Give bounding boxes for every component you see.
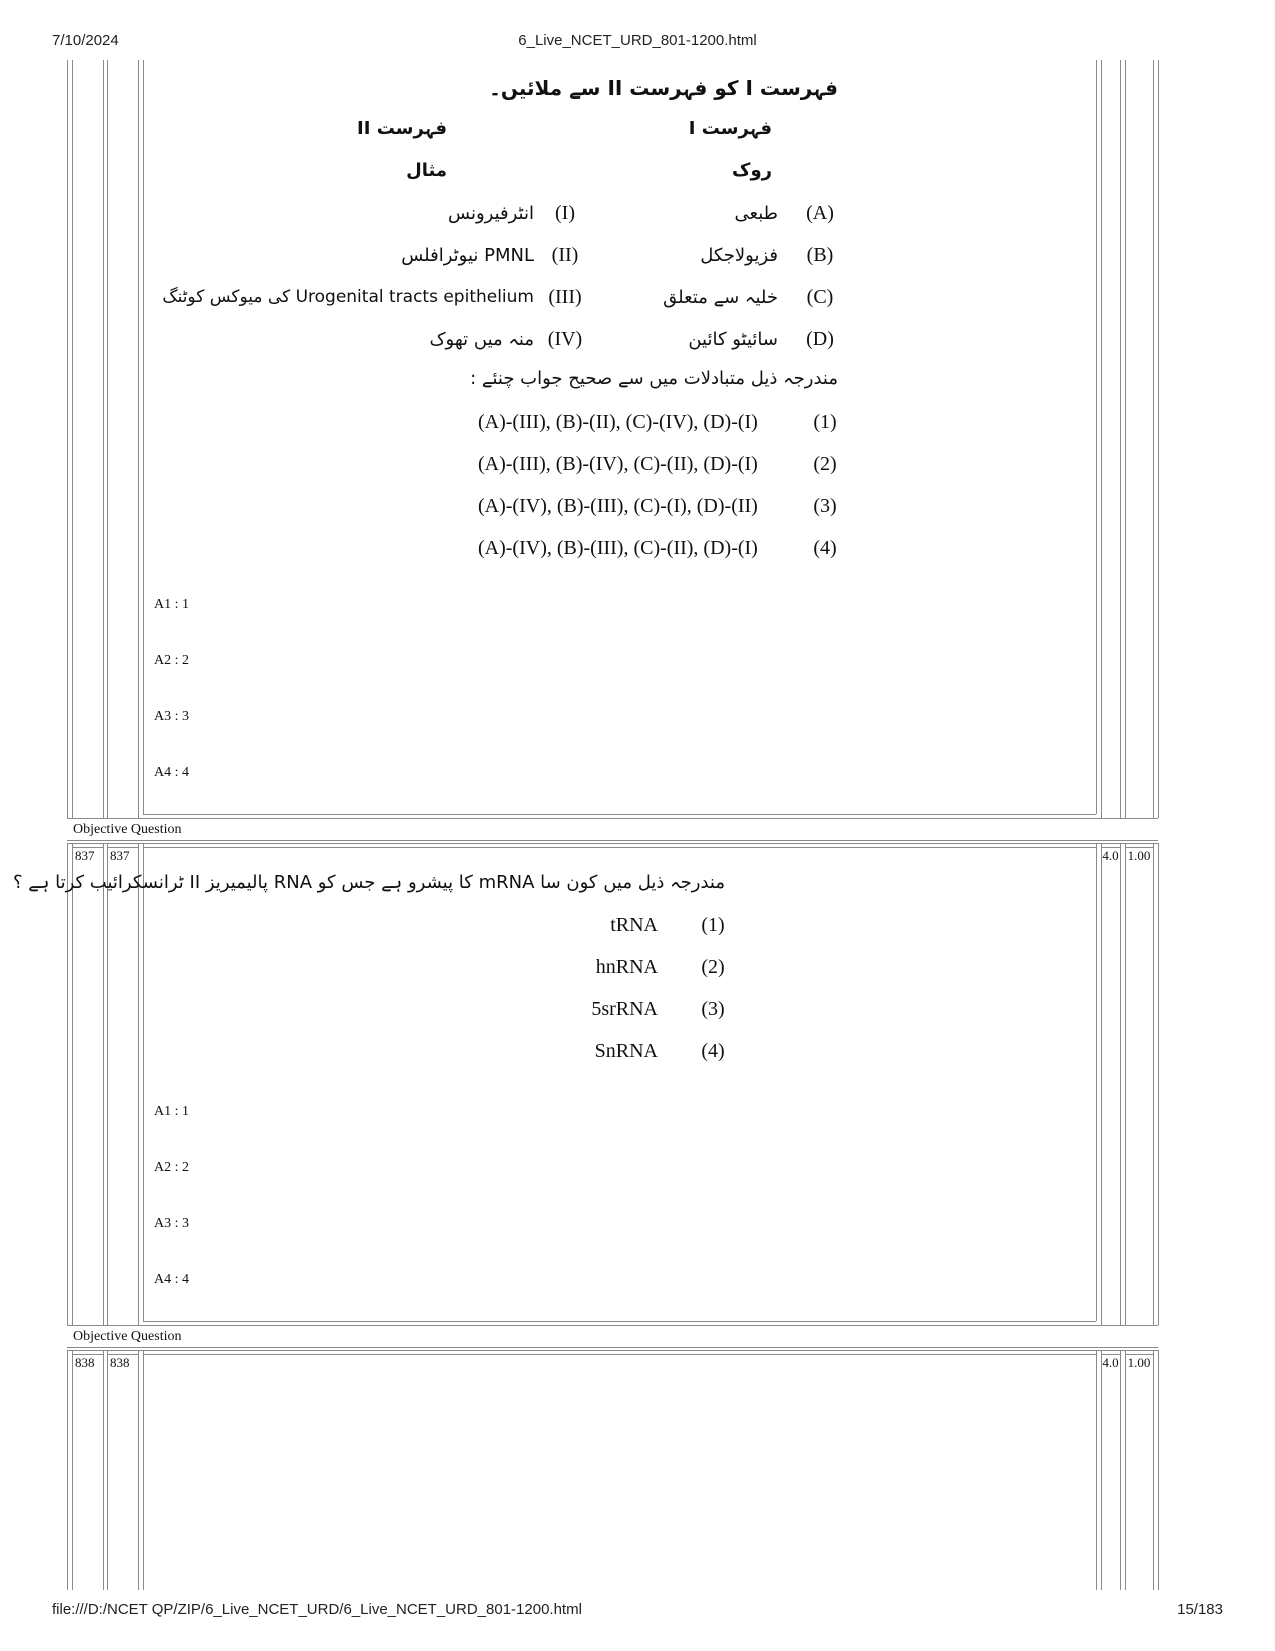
list2-title: فہرست II: [357, 118, 447, 139]
grid-line: [1120, 1350, 1121, 1590]
grid-line: [67, 818, 1158, 819]
list2-item: منہ میں تھوک: [429, 329, 534, 350]
option-text: tRNA: [610, 914, 658, 936]
negative-marks: 1.00: [1127, 1355, 1151, 1370]
grid-line: [1101, 1350, 1102, 1590]
marks: 4.0: [1102, 848, 1119, 863]
grid-line: [143, 60, 144, 814]
grid-line: [1101, 843, 1102, 1325]
grid-line: [1120, 60, 1121, 818]
grid-line: [1125, 60, 1126, 818]
grid-line: [107, 843, 108, 1325]
question-id: 837: [110, 848, 130, 863]
answer-id: A3 : 3: [154, 709, 189, 724]
option-number: (1): [813, 411, 837, 433]
option-number: (1): [701, 914, 725, 936]
option-number: (4): [701, 1040, 725, 1062]
grid-line: [72, 60, 73, 818]
list1-item: فزیولاجکل: [700, 245, 778, 266]
grid-line: [103, 1350, 104, 1590]
option-text: (A)-(III), (B)-(II), (C)-(IV), (D)-(I): [478, 411, 758, 433]
grid-line: [67, 1325, 1158, 1326]
grid-line: [138, 60, 139, 818]
list1-label: (A): [806, 202, 834, 224]
grid-line: [1153, 60, 1154, 818]
negative-marks: 1.00: [1127, 848, 1151, 863]
question-text: مندرجہ ذیل میں کون سا mRNA کا پیشرو ہے جس کو RNA پالیمیریز II ٹرانسکرائیب کرتا ہے ؟: [13, 872, 725, 893]
grid-line: [1125, 1350, 1126, 1590]
list2-item: انٹرفیرونس: [448, 203, 534, 224]
list2-item: Urogenital tracts epithelium کی میوکس کوٹنگ: [162, 287, 534, 307]
option-number: (3): [813, 495, 837, 517]
grid-line: [143, 1354, 1096, 1355]
grid-line: [1153, 1350, 1154, 1590]
grid-line: [103, 60, 104, 818]
option-text: (A)-(IV), (B)-(III), (C)-(I), (D)-(II): [478, 495, 758, 517]
answer-id: A2 : 2: [154, 1160, 189, 1175]
grid-line: [143, 847, 1096, 848]
grid-line: [1125, 843, 1126, 1325]
option-text: 5srRNA: [591, 998, 658, 1020]
marks: 4.0: [1102, 1355, 1119, 1370]
grid-line: [143, 814, 1096, 815]
list2-subtitle: مثال: [406, 160, 447, 181]
list1-label: (D): [806, 328, 834, 350]
list1-item: طبعی: [734, 203, 778, 224]
answer-id: A4 : 4: [154, 765, 189, 780]
list1-label: (B): [806, 244, 834, 266]
option-text: (A)-(III), (B)-(IV), (C)-(II), (D)-(I): [478, 453, 758, 475]
grid-line: [67, 1350, 1158, 1351]
serial-number: 838: [75, 1355, 95, 1370]
grid-line: [72, 1350, 73, 1590]
choose-instruction: مندرجہ ذیل متبادلات میں سے صحیح جواب چنئے :: [470, 368, 838, 389]
option-text: hnRNA: [595, 956, 658, 978]
grid-line: [1101, 60, 1102, 818]
grid-line: [1096, 843, 1097, 1321]
grid-line: [1158, 1350, 1159, 1590]
option-number: (2): [813, 453, 837, 475]
grid-line: [143, 1321, 1096, 1322]
answer-id: A2 : 2: [154, 653, 189, 668]
answer-id: A4 : 4: [154, 1272, 189, 1287]
grid-line: [103, 843, 104, 1325]
list2-label: (III): [548, 286, 582, 308]
grid-line: [138, 843, 139, 1325]
list2-item: PMNL نیوٹرافلس: [401, 245, 534, 266]
grid-line: [72, 843, 73, 1325]
answer-id: A1 : 1: [154, 1104, 189, 1119]
list1-title: فہرست I: [688, 118, 772, 139]
answer-id: A3 : 3: [154, 1216, 189, 1231]
grid-line: [143, 1350, 144, 1590]
question-id: 838: [110, 1355, 130, 1370]
grid-line: [138, 1350, 139, 1590]
list2-label: (I): [555, 202, 575, 224]
grid-line: [67, 843, 1158, 844]
grid-line: [143, 843, 144, 1321]
list2-label: (IV): [547, 328, 583, 350]
grid-line: [1120, 843, 1121, 1325]
grid-line: [107, 1350, 108, 1590]
list1-subtitle: روک: [732, 160, 772, 181]
option-number: (2): [701, 956, 725, 978]
list1-item: سائیٹو کائین: [688, 329, 778, 350]
print-title: 6_Live_NCET_URD_801-1200.html: [518, 32, 757, 49]
grid-line: [1153, 843, 1154, 1325]
section-label: Objective Question: [73, 1329, 182, 1344]
option-number: (3): [701, 998, 725, 1020]
grid-line: [67, 1350, 68, 1590]
list1-item: خلیہ سے متعلق: [663, 287, 778, 308]
grid-line: [1158, 60, 1159, 818]
grid-line: [67, 840, 1158, 841]
match-instruction: فہرست I کو فہرست II سے ملائیں۔: [489, 76, 838, 100]
print-file-path: file:///D:/NCET QP/ZIP/6_Live_NCET_URD/6_Live_NCET_URD_801-1200.html: [52, 1601, 582, 1618]
grid-line: [67, 60, 68, 818]
print-page-number: 15/183: [1177, 1601, 1223, 1618]
section-label: Objective Question: [73, 822, 182, 837]
grid-line: [107, 60, 108, 818]
grid-line: [67, 843, 68, 1325]
answer-id: A1 : 1: [154, 597, 189, 612]
option-text: SnRNA: [594, 1040, 658, 1062]
grid-line: [1158, 843, 1159, 1325]
grid-line: [67, 1347, 1158, 1348]
serial-number: 837: [75, 848, 95, 863]
option-number: (4): [813, 537, 837, 559]
list1-label: (C): [806, 286, 834, 308]
list2-label: (II): [551, 244, 579, 266]
print-date: 7/10/2024: [52, 32, 119, 49]
grid-line: [1096, 60, 1097, 814]
grid-line: [1096, 1350, 1097, 1590]
option-text: (A)-(IV), (B)-(III), (C)-(II), (D)-(I): [478, 537, 758, 559]
